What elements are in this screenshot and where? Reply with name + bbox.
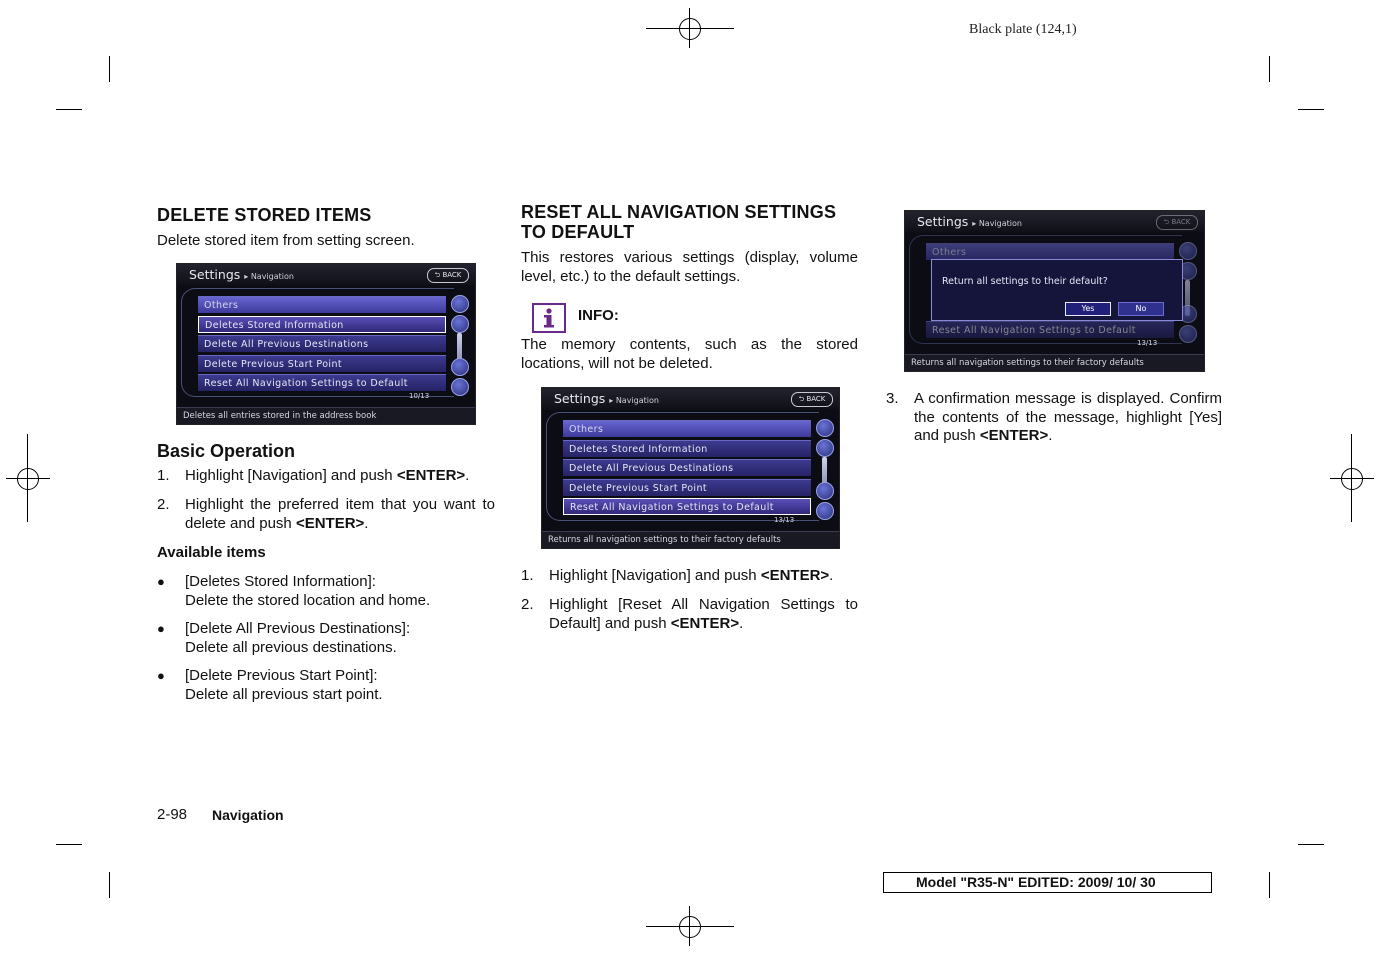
step-text: Highlight [Navigation] and push	[185, 467, 397, 484]
item-counter: 13/13	[774, 516, 795, 524]
step-number: 1.	[521, 567, 534, 584]
menu-item-reset-all-navigation-settings[interactable]: Reset All Navigation Settings to Default	[198, 374, 446, 391]
reset-intro: This restores various settings (display, volume level, etc.) to the default settings.	[521, 249, 858, 285]
screen-title: Settings	[917, 214, 969, 229]
settings-screen-confirm	[904, 210, 1205, 372]
back-button[interactable]: ⮌ BACK	[427, 268, 469, 283]
info-icon	[532, 303, 566, 333]
registration-mark	[679, 18, 701, 40]
footer-section: Navigation	[212, 807, 284, 823]
section-heading-reset: RESET ALL NAVIGATION SETTINGS TO DEFAULT	[521, 202, 837, 242]
screen-breadcrumb: ▸ Navigation	[609, 396, 659, 405]
back-button[interactable]: ⮌ BACK	[1156, 215, 1198, 230]
step-number: 3.	[886, 390, 899, 407]
crop-mark	[1269, 872, 1270, 898]
basic-operation-heading: Basic Operation	[157, 441, 296, 461]
crop-mark	[1269, 56, 1270, 82]
screen-title: Settings	[189, 267, 241, 282]
menu-item-delete-all-previous-destinations[interactable]: Delete All Previous Destinations	[198, 335, 446, 352]
menu-item-others[interactable]: Others	[563, 420, 811, 437]
step-2: 2. Highlight [Reset All Navigation Settings to Default] and push <ENTER>.	[521, 596, 858, 632]
menu-item-delete-all-previous-destinations[interactable]: Delete All Previous Destinations	[563, 459, 811, 476]
step-2: 2. Highlight the preferred item that you want to delete and push <ENTER>.	[157, 496, 495, 532]
scroll-up-icon[interactable]	[816, 439, 834, 457]
yes-button[interactable]: Yes	[1065, 302, 1111, 316]
screen-header	[542, 388, 839, 410]
plate-label: Black plate (124,1)	[969, 22, 1077, 37]
settings-screen-reset	[541, 387, 840, 549]
page-number: 2-98	[157, 806, 188, 823]
menu-item-reset-all-navigation-settings[interactable]: Reset All Navigation Settings to Default	[926, 321, 1174, 338]
menu-item-reset-all-navigation-settings[interactable]: Reset All Navigation Settings to Default	[563, 498, 811, 515]
step-1: 1. Highlight [Navigation] and push <ENTER>.	[521, 567, 834, 584]
bullet-item: ● [Delete Previous Start Point]: Delete all previous start point.	[157, 667, 383, 703]
scroll-down-icon[interactable]	[816, 482, 834, 500]
enter-key: <ENTER>	[295, 514, 365, 532]
dialog-message: Return all settings to their default?	[942, 276, 1108, 287]
crop-mark	[109, 872, 110, 898]
menu-item-deletes-stored-information[interactable]: Deletes Stored Information	[563, 440, 811, 457]
screen-breadcrumb: ▸ Navigation	[972, 219, 1022, 228]
enter-key: <ENTER>	[670, 614, 740, 632]
bullet-item: ● [Delete All Previous Destinations]: Delete all previous destinations.	[157, 620, 411, 656]
scroll-up-icon[interactable]	[451, 315, 469, 333]
no-button[interactable]: No	[1118, 302, 1164, 316]
menu-item-delete-previous-start-point[interactable]: Delete Previous Start Point	[563, 479, 811, 496]
enter-key: <ENTER>	[396, 467, 466, 484]
step-text: Highlight [Reset All Navigation Settings to Default] and push	[549, 596, 858, 632]
section-heading-delete: DELETE STORED ITEMS	[157, 205, 372, 225]
info-label: INFO:	[578, 307, 619, 324]
crop-mark	[56, 844, 82, 845]
item-counter: 10/13	[409, 392, 430, 400]
info-text: The memory contents, such as the stored locations, will not be deleted.	[521, 336, 858, 372]
step-text: Highlight the preferred item that you want to delete and push	[185, 496, 495, 532]
step-3: 3. A confirmation message is displayed. Confirm the contents of the message, highlight [Yes] and push <ENTER>.	[886, 390, 1222, 444]
model-edited-box: Model "R35-N" EDITED: 2009/ 10/ 30	[883, 872, 1212, 893]
menu-item-delete-previous-start-point[interactable]: Delete Previous Start Point	[198, 355, 446, 372]
item-counter: 13/13	[1137, 339, 1158, 347]
back-button[interactable]: ⮌ BACK	[791, 392, 833, 407]
registration-mark	[1341, 468, 1363, 490]
crop-mark	[56, 109, 82, 110]
screen-header	[177, 264, 475, 286]
page-down-icon[interactable]	[451, 378, 469, 396]
bullet-icon: ●	[157, 574, 165, 589]
screen-footer: Deletes all entries stored in the address book	[177, 407, 475, 424]
crop-mark	[1298, 844, 1324, 845]
bullet-icon: ●	[157, 621, 165, 636]
screen-header	[905, 211, 1204, 233]
crop-mark	[109, 56, 110, 82]
registration-mark	[17, 468, 39, 490]
registration-mark	[679, 916, 701, 938]
page-up-icon[interactable]	[451, 295, 469, 313]
screen-footer: Returns all navigation settings to their factory defaults	[905, 354, 1204, 371]
page-down-icon[interactable]	[1179, 325, 1197, 343]
bullet-item: ● [Deletes Stored Information]: Delete the stored location and home.	[157, 573, 431, 609]
page-up-icon[interactable]	[1179, 242, 1197, 260]
step-text: Highlight [Navigation] and push	[549, 567, 761, 584]
delete-intro: Delete stored item from setting screen.	[157, 232, 415, 249]
screen-footer: Returns all navigation settings to their factory defaults	[542, 531, 839, 548]
enter-key: <ENTER>	[760, 567, 830, 584]
menu-item-deletes-stored-information[interactable]: Deletes Stored Information	[198, 316, 446, 333]
available-items-heading: Available items	[157, 544, 266, 561]
step-number: 2.	[521, 596, 534, 613]
step-1: 1. Highlight [Navigation] and push <ENTER>.	[157, 467, 470, 484]
menu-item-others[interactable]: Others	[926, 243, 1174, 260]
confirmation-dialog	[931, 259, 1183, 321]
screen-title: Settings	[554, 391, 606, 406]
bullet-icon: ●	[157, 668, 165, 683]
screen-breadcrumb: ▸ Navigation	[244, 272, 294, 281]
step-text: A confirmation message is displayed. Confirm the contents of the message, highlight [Yes] and push	[914, 390, 1222, 444]
scroll-down-icon[interactable]	[451, 358, 469, 376]
page-up-icon[interactable]	[816, 419, 834, 437]
crop-mark	[1298, 109, 1324, 110]
menu-item-others[interactable]: Others	[198, 296, 446, 313]
page-down-icon[interactable]	[816, 502, 834, 520]
enter-key: <ENTER>	[979, 427, 1049, 444]
settings-screen-delete	[176, 263, 476, 425]
step-number: 2.	[157, 496, 170, 513]
step-number: 1.	[157, 467, 170, 484]
